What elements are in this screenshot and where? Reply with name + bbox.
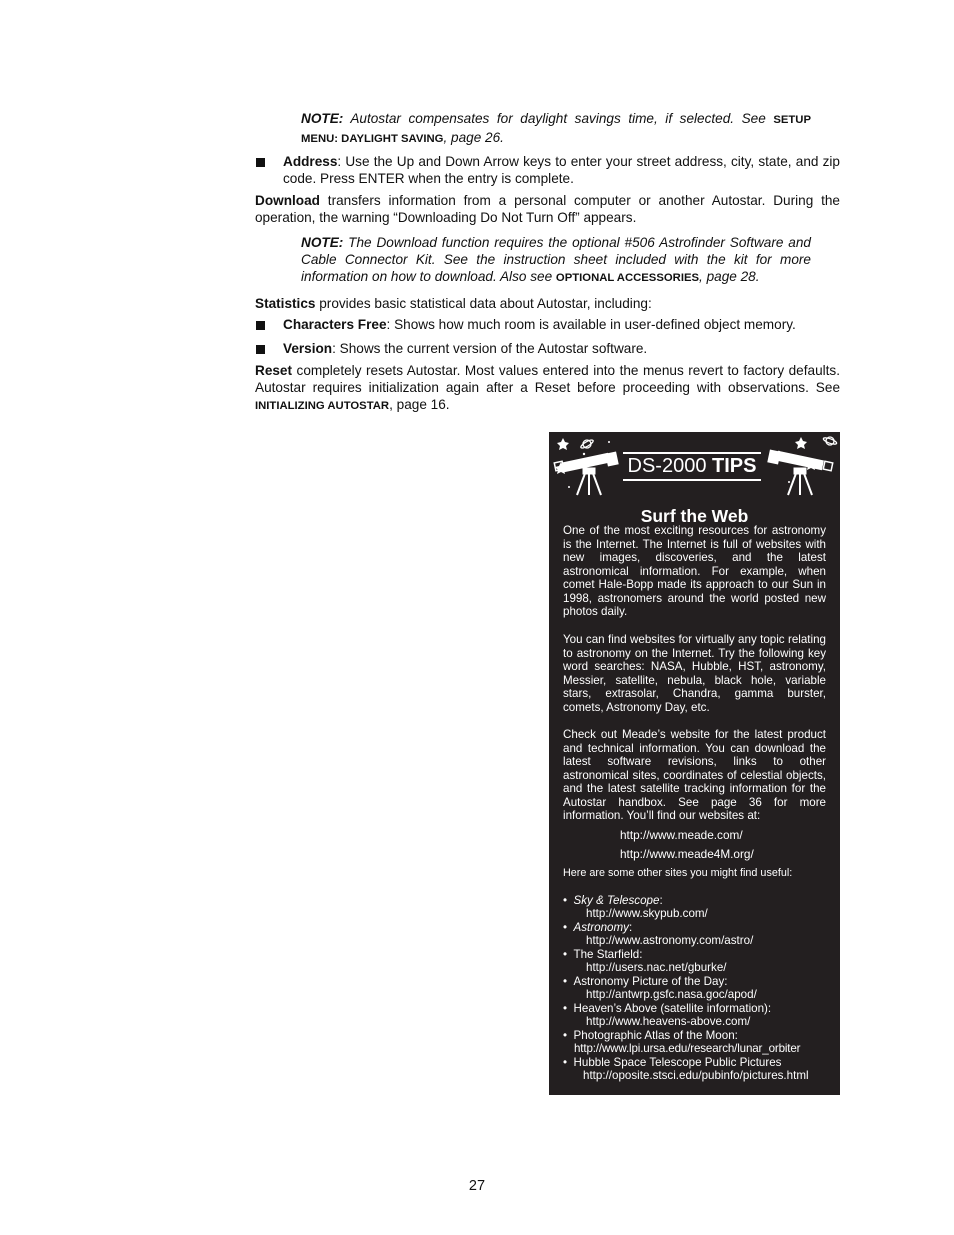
address-item (283, 153, 840, 187)
list-item: • Astronomy: (563, 921, 633, 934)
version-item (283, 340, 840, 357)
bullet-icon (256, 321, 265, 330)
list-item: • Photographic Atlas of the Moon: (563, 1029, 738, 1042)
bullet-icon (256, 345, 265, 354)
site-url[interactable]: http://antwrp.gsfc.nasa.goc/apod/ (586, 988, 757, 1001)
site-suffix: : (659, 894, 663, 907)
site-name: Hubble Space Telescope Public Pictures (573, 1056, 782, 1069)
site-url[interactable]: http://www.lpi.ursa.edu/research/lunar_orbiter (574, 1042, 801, 1055)
site-url[interactable]: http://www.heavens-above.com/ (586, 1015, 751, 1028)
reset-text: completely resets Autostar. Most values entered into the menus revert to factory defaults. Autostar requires initialization again after a Reset before proceeding with observations. See (255, 363, 840, 395)
statistics-label: Statistics (255, 296, 316, 311)
note-label: NOTE: (301, 235, 344, 250)
tips-paragraph-3: Check out Meade’s website for the latest product and technical information. You can download the latest software revisions, links to other astronomical sites, coordinates of celestial objects, and the latest satellite tracking information for the Autostar handbox. See page 36 for more information. You’ll find our websites at: (563, 728, 826, 823)
reset-label: Reset (255, 363, 293, 378)
statistics-paragraph (255, 295, 840, 312)
banner-title-light: DS-2000 (627, 455, 713, 477)
site-name: Heaven’s Above (satellite information): (573, 1002, 772, 1015)
list-item: • Sky & Telescope: (563, 894, 663, 907)
site-url[interactable]: http://oposite.stsci.edu/pubinfo/pictures.html (583, 1069, 809, 1082)
bullet-icon (256, 158, 265, 167)
site-name: The Starfield: (573, 948, 643, 961)
address-text: : Use the Up and Down Arrow keys to enter your street address, city, state, and zip code. Press ENTER when the entry is complete. (283, 154, 840, 186)
version-label: Version (283, 341, 333, 356)
download-label: Download (255, 193, 320, 208)
characters-free-label: Characters Free (283, 317, 387, 332)
tips-sidebar (549, 432, 840, 1095)
version-text: : Shows the current version of the Autostar software. (332, 341, 648, 356)
note-daylight-saving (301, 110, 811, 148)
page-number: 27 (468, 1178, 486, 1194)
tips-banner-title (623, 452, 761, 481)
site-name: Photographic Atlas of the Moon: (573, 1029, 738, 1042)
star-icon (795, 437, 807, 449)
note-text: Autostar compensates for daylight savings time, if selected. See (343, 111, 774, 126)
characters-free-text: : Shows how much room is available in user-defined object memory. (386, 317, 796, 332)
site-name: Astronomy Picture of the Day: (573, 975, 728, 988)
list-item: • Heaven’s Above (satellite information): (563, 1002, 772, 1015)
list-item: • The Starfield: (563, 948, 643, 961)
other-sites-intro: Here are some other sites you might find useful: (563, 867, 793, 879)
note-text: The Download function requires the optional #506 Astrofinder Software and Cable Connector Kit. See the instruction sheet included with the kit for more information on how to download. Also see (301, 235, 811, 284)
site-url[interactable]: http://www.astronomy.com/astro/ (586, 934, 754, 947)
list-item: • Astronomy Picture of the Day: (563, 975, 728, 988)
tips-paragraph-1: One of the most exciting resources for astronomy is the Internet. The Internet is full of websites with new images, discoveries, and the latest astronomical information. For example, when comet Hale-Bopp made its approach to our Sun in 1998, astronomers around the world posted new photos daily. (563, 524, 826, 619)
note-tail: , page 26. (443, 130, 504, 145)
reset-paragraph (255, 362, 840, 415)
list-item: • Hubble Space Telescope Public Pictures (563, 1056, 782, 1069)
address-label: Address (283, 154, 338, 169)
note-tail: , page 28. (699, 269, 760, 284)
site-name: Astronomy (573, 921, 629, 934)
note-label: NOTE: (301, 111, 344, 126)
note-reference: OPTIONAL ACCESSORIES (555, 272, 700, 284)
site-url[interactable]: http://users.nac.net/gburke/ (586, 961, 727, 974)
site-suffix: : (628, 921, 633, 934)
telescope-right-icon (768, 450, 833, 495)
star-icon (557, 438, 569, 450)
meade4m-url[interactable]: http://www.meade4M.org/ (620, 847, 754, 861)
telescope-left-icon (554, 452, 618, 495)
download-text: transfers information from a personal computer or another Autostar. During the operation, the warning “Downloading Do Not Turn Off” appears. (255, 193, 840, 225)
note-download (301, 234, 811, 287)
download-paragraph (255, 192, 840, 226)
tips-paragraph-2: You can find websites for virtually any topic relating to astronomy on the Internet. Try the following key word searches: NASA, Hubble, HST, astronomy, Messier, satellite, nebula, black hole, variable stars, extrasolar, Chandra, gamma burster, comets, Astronomy Day, etc. (563, 633, 826, 714)
note-reference: SETUP MENU: DAYLIGHT SAVING (301, 114, 811, 145)
characters-free-item (283, 316, 840, 333)
reset-tail: , page 16. (389, 397, 450, 412)
tips-heading: Surf the Web (640, 506, 749, 526)
statistics-text: provides basic statistical data about Autostar, including: (315, 296, 652, 311)
site-url[interactable]: http://www.skypub.com/ (586, 907, 708, 920)
reset-reference: INITIALIZING AUTOSTAR (255, 400, 390, 412)
meade-url[interactable]: http://www.meade.com/ (620, 828, 743, 842)
banner-title-bold: TIPS (712, 455, 757, 477)
site-name: Sky & Telescope (573, 894, 660, 907)
